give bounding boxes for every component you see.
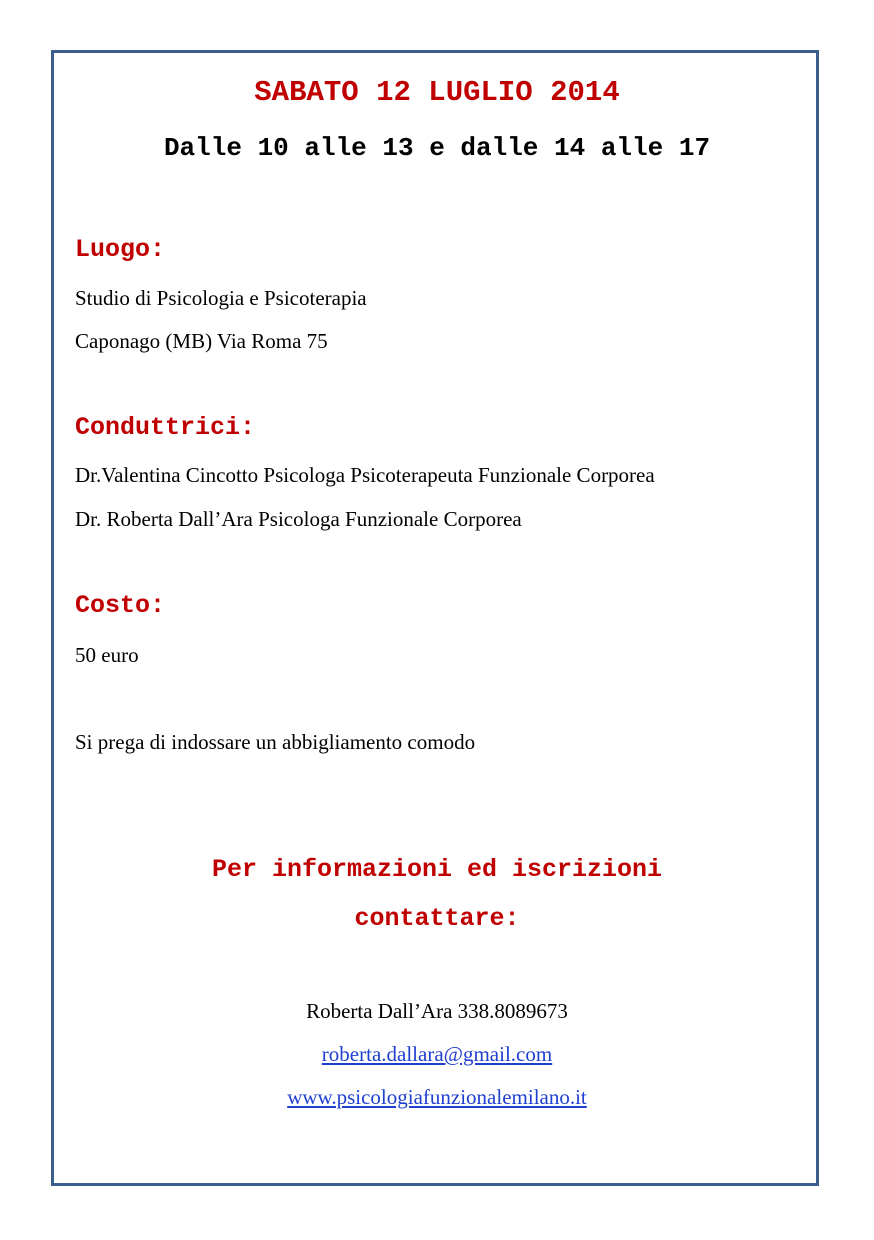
luogo-heading: Luogo: — [75, 235, 166, 264]
conduttrici-line-dallara: Dr. Roberta Dall’Ara Psicologa Funzionale Corporea — [75, 507, 522, 531]
email-link[interactable]: roberta.dallara@gmail.com — [321, 1042, 553, 1066]
contact-website-row — [0, 1083, 874, 1111]
contact-person-phone: Roberta Dall’Ara 338.8089673 — [306, 999, 568, 1023]
luogo-line-address: Caponago (MB) Via Roma 75 — [75, 329, 328, 353]
contact-heading-line1: Per informazioni ed iscrizioni — [211, 855, 663, 884]
website-link[interactable]: www.psicologiafunzionalemilano.it — [287, 1085, 587, 1109]
clothing-note: Si prega di indossare un abbigliamento comodo — [75, 730, 476, 754]
luogo-line-studio: Studio di Psicologia e Psicoterapia — [75, 286, 367, 310]
costo-value: 50 euro — [75, 643, 139, 667]
costo-heading: Costo: — [75, 591, 166, 620]
event-date-title: SABATO 12 LUGLIO 2014 — [254, 76, 620, 109]
event-hours: Dalle 10 alle 13 e dalle 14 alle 17 — [163, 133, 711, 163]
contact-heading-line2: contattare: — [354, 904, 520, 933]
conduttrici-line-cincotto: Dr.Valentina Cincotto Psicologa Psicoterapeuta Funzionale Corporea — [75, 463, 655, 487]
conduttrici-heading: Conduttrici: — [75, 413, 256, 442]
contact-email-row — [0, 1040, 874, 1068]
